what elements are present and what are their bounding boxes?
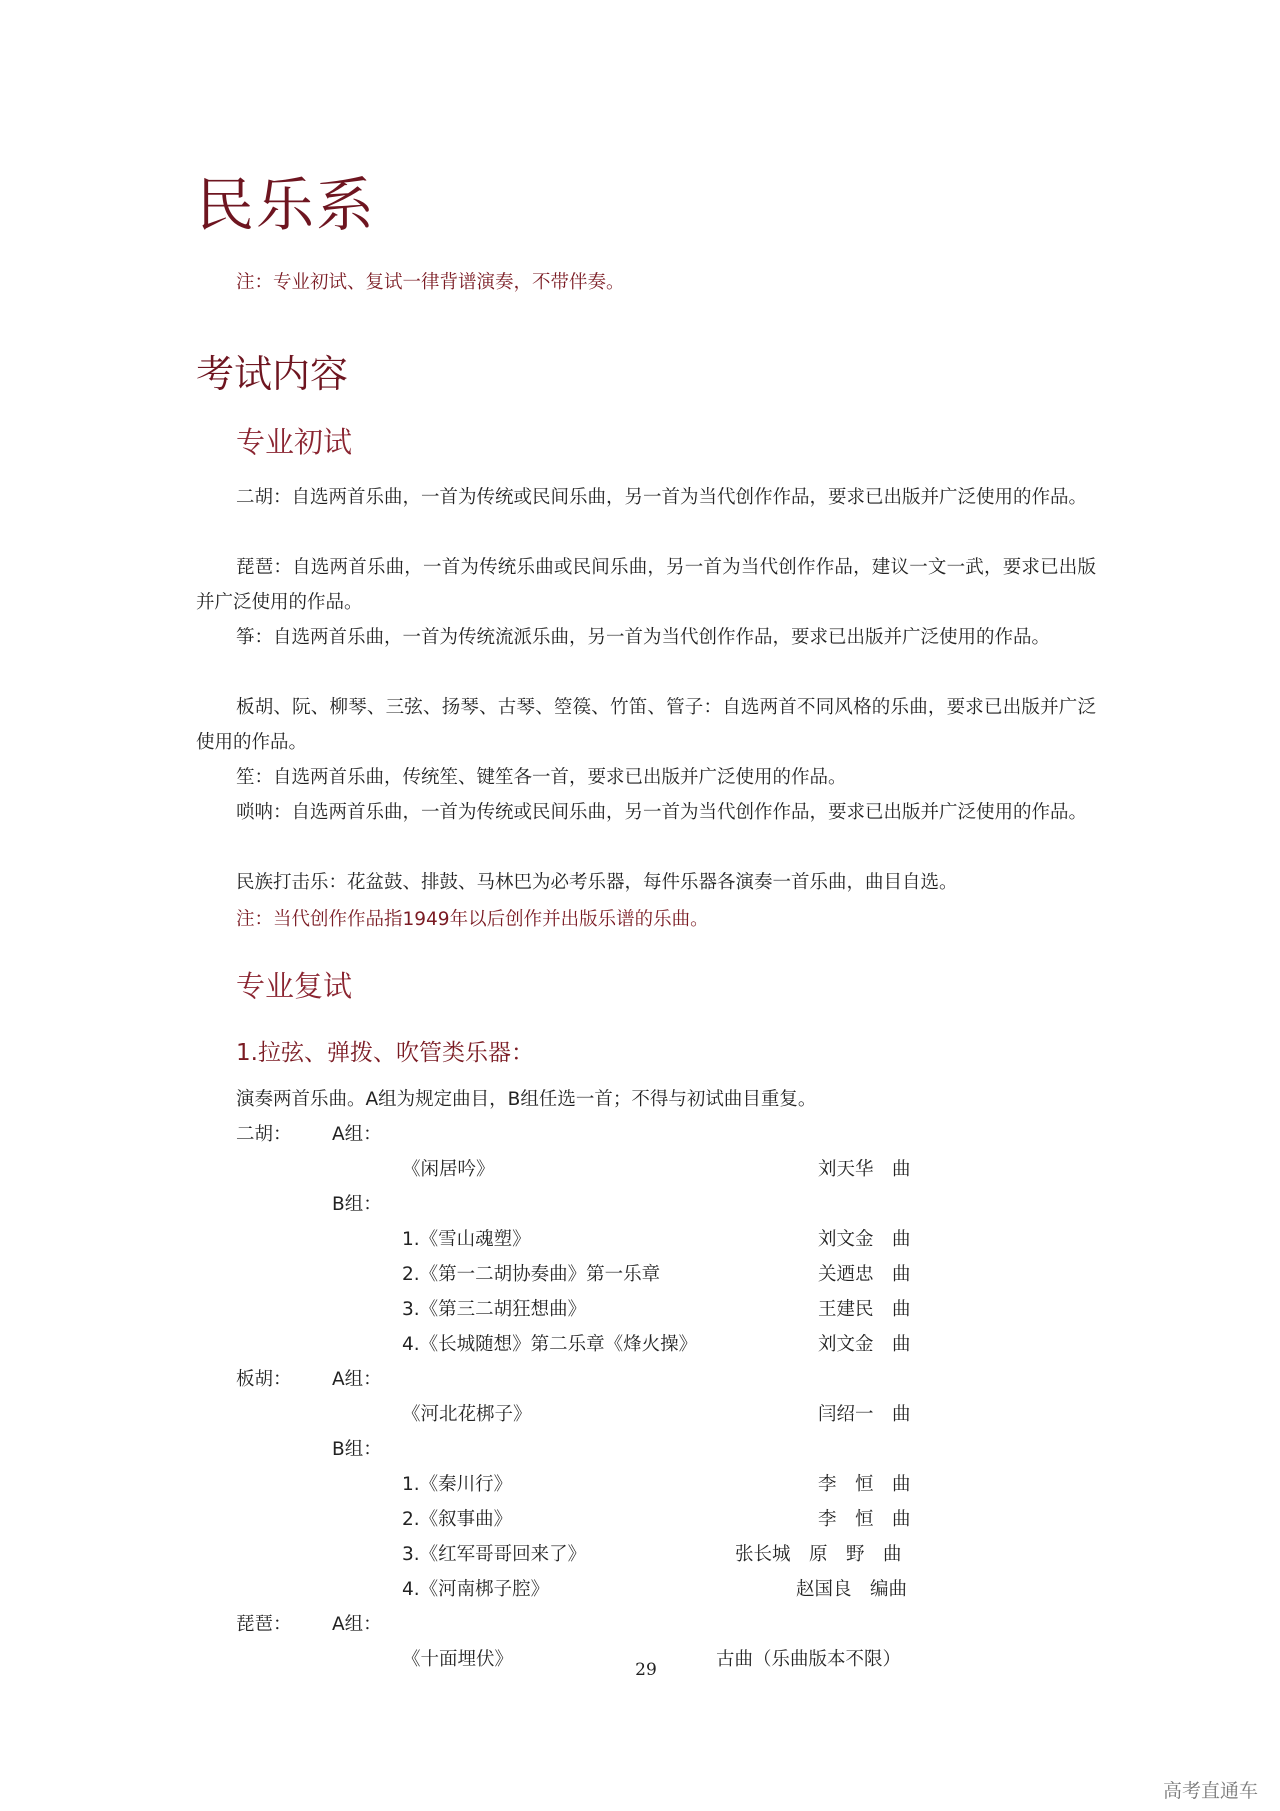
piece-composer: 赵国良 编曲 [796,1579,908,1600]
preliminary-percussion: 民族打击乐：花盆鼓、排鼓、马林巴为必考乐器，每件乐器各演奏一首乐曲，曲目自选。 [236,872,958,893]
piece-composer: 古曲（乐曲版本不限） [716,1649,902,1670]
piece-title: 4.《长城随想》第二乐章《烽火操》 [402,1334,698,1355]
section-heading: 考试内容 [196,352,349,396]
piece-title: 3.《第三二胡狂想曲》 [402,1299,587,1320]
piece-composer: 王建民 曲 [818,1299,911,1320]
exam-note: 注：专业初试、复试一律背谱演奏，不带伴奏。 [236,272,625,293]
group-a-label: A组： [332,1614,382,1635]
piece-composer: 李 恒 曲 [818,1509,911,1530]
piece-title: 《河北花梆子》 [402,1404,532,1425]
piece-title: 1.《秦川行》 [402,1474,513,1495]
preliminary-banhu-group: 板胡、阮、柳琴、三弦、扬琴、古琴、箜篌、竹笛、管子：自选两首不同风格的乐曲，要求已出版并广泛使用的作品。 [196,697,1096,753]
piece-composer: 张长城 原 野 曲 [735,1544,902,1565]
piece-composer: 李 恒 曲 [818,1474,911,1495]
piece-composer: 刘文金 曲 [818,1229,911,1250]
piece-composer: 关迺忠 曲 [818,1264,911,1285]
retest-heading: 专业复试 [236,969,353,1003]
preliminary-erhu: 二胡：自选两首乐曲，一首为传统或民间乐曲，另一首为当代创作作品，要求已出版并广泛使用的作品。 [236,487,1088,508]
watermark: 高考直通车 [1162,1780,1258,1802]
preliminary-pipa: 琵琶：自选两首乐曲，一首为传统乐曲或民间乐曲，另一首为当代创作作品，建议一文一武，要求已出版并广泛使用的作品。 [196,557,1096,613]
group-a-label: A组： [332,1124,382,1145]
piece-composer: 闫绍一 曲 [818,1404,911,1425]
piece-title: 《十面埋伏》 [402,1649,514,1670]
group-b-label: B组： [332,1439,382,1460]
retest-subheading: 1.拉弦、弹拨、吹管类乐器： [236,1040,534,1066]
preliminary-note: 注：当代创作作品指1949年以后创作并出版乐谱的乐曲。 [236,909,709,930]
piece-title: 2.《第一二胡协奏曲》第一乐章 [402,1264,661,1285]
instrument-name: 二胡： [236,1124,292,1145]
piece-title: 1.《雪山魂塑》 [402,1229,531,1250]
preliminary-zheng: 筝：自选两首乐曲，一首为传统流派乐曲，另一首为当代创作作品，要求已出版并广泛使用的作品。 [236,627,1051,648]
group-a-label: A组： [332,1369,382,1390]
preliminary-sheng: 笙：自选两首乐曲，传统笙、键笙各一首，要求已出版并广泛使用的作品。 [236,767,847,788]
piece-composer: 刘文金 曲 [818,1334,911,1355]
piece-title: 《闲居吟》 [402,1159,495,1180]
piece-composer: 刘天华 曲 [818,1159,911,1180]
retest-intro: 演奏两首乐曲。A组为规定曲目，B组任选一首；不得与初试曲目重复。 [236,1089,817,1110]
preliminary-heading: 专业初试 [236,425,353,459]
instrument-name: 琵琶： [236,1614,292,1635]
piece-title: 3.《红军哥哥回来了》 [402,1544,587,1565]
piece-title: 2.《叙事曲》 [402,1509,513,1530]
instrument-name: 板胡： [236,1369,292,1390]
department-title: 民乐系 [196,171,377,239]
group-b-label: B组： [332,1194,382,1215]
preliminary-suona: 唢呐：自选两首乐曲，一首为传统或民间乐曲，另一首为当代创作作品，要求已出版并广泛使用的作品。 [236,802,1088,823]
page-number: 29 [635,1660,657,1680]
piece-title: 4.《河南梆子腔》 [402,1579,550,1600]
